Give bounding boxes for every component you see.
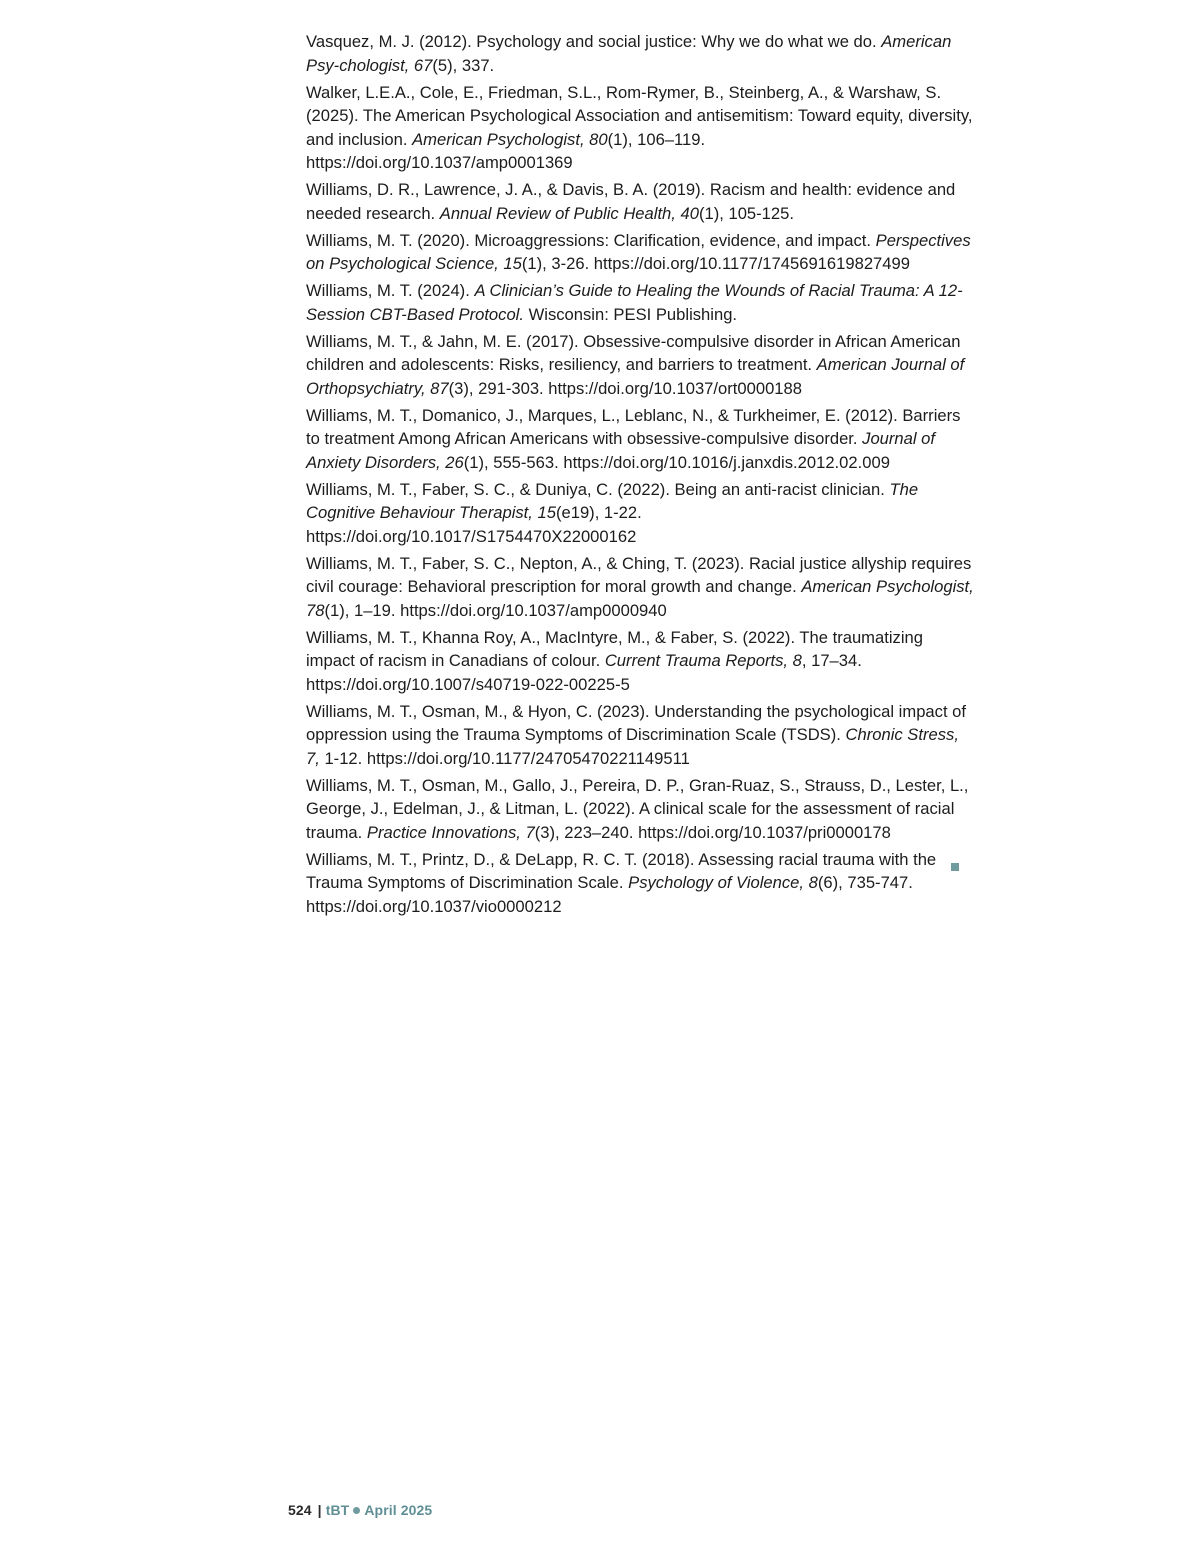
reference-entry <box>306 330 976 401</box>
reference-entry <box>306 700 976 771</box>
reference-text: (1), 106–119. https://doi.org/10.1037/amp0001369 <box>306 129 706 172</box>
reference-text: (1), 1–19. https://doi.org/10.1037/amp0000940 <box>324 600 667 620</box>
reference-source-italic: Practice Innovations, 7 <box>366 822 535 842</box>
reference-text: Williams, M. T., Faber, S. C., Nepton, A., & Ching, T. (2023). Racial justice allyship requires civil courage: Behavioral prescription for moral growth and change. <box>306 553 972 596</box>
reference-text: Wisconsin: PESI Publishing. <box>523 304 738 324</box>
page-footer <box>288 1502 432 1518</box>
reference-text: Williams, M. T. (2024). <box>306 281 475 300</box>
reference-text: Williams, M. T., Khanna Roy, A., MacIntyre, M., & Faber, S. (2022). The traumatizing impact of racism in Canadians of colour. <box>306 627 923 670</box>
reference-text: (5), 337. <box>432 55 495 75</box>
reference-list <box>306 30 976 922</box>
reference-entry <box>306 229 976 276</box>
reference-entry <box>306 30 976 77</box>
reference-source-italic: Chronic Stress, 7, <box>306 725 959 768</box>
reference-entry <box>306 552 976 623</box>
reference-text: Williams, D. R., Lawrence, J. A., & Davis, B. A. (2019). Racism and health: evidence and needed research. <box>306 180 956 223</box>
reference-source-italic: American Psychologist, 80 <box>412 129 608 149</box>
reference-source-italic: American Journal of Orthopsychiatry, 87 <box>306 355 965 398</box>
journal-abbreviation: tBT <box>325 1502 350 1518</box>
reference-source-italic: American Psy-chologist, 67 <box>306 32 952 75</box>
reference-text: (1), 555-563. https://doi.org/10.1016/j.janxdis.2012.02.009 <box>463 452 890 472</box>
reference-text: (3), 291-303. https://doi.org/10.1037/ort0000188 <box>448 378 802 398</box>
reference-source-italic: Journal of Anxiety Disorders, 26 <box>306 429 936 472</box>
reference-text: Williams, M. T., & Jahn, M. E. (2017). Obsessive-compulsive disorder in African American children and adolescents: Risks, resiliency, and barriers to treatment. <box>306 331 961 374</box>
reference-text: Williams, M. T., Osman, M., & Hyon, C. (2023). Understanding the psychological impact of oppression using the Trauma Symptoms of Discrimination Scale (TSDS). <box>306 701 967 744</box>
reference-entry <box>306 81 976 175</box>
reference-source-italic: The Cognitive Behaviour Therapist, 15 <box>306 479 919 522</box>
reference-source-italic: A Clinician’s Guide to Healing the Wounds of Racial Trauma: A 12-Session CBT-Based Protocol. <box>306 281 963 324</box>
reference-entry <box>306 848 976 919</box>
footer-separator: | <box>317 1502 322 1518</box>
reference-entry <box>306 279 976 326</box>
page-number: 524 <box>288 1502 312 1518</box>
reference-entry <box>306 178 976 225</box>
issue-date: April 2025 <box>364 1502 433 1518</box>
reference-source-italic: Current Trauma Reports, 8 <box>604 651 802 670</box>
reference-source-italic: American Psychologist, 78 <box>306 577 974 620</box>
reference-entry <box>306 774 976 845</box>
reference-text: (e19), 1-22. https://doi.org/10.1017/S1754470X22000162 <box>306 503 642 546</box>
reference-text: Williams, M. T. (2020). Microaggressions: Clarification, evidence, and impact. <box>306 230 876 250</box>
bullet-dot-icon <box>353 1507 360 1514</box>
reference-text: Vasquez, M. J. (2012). Psychology and social justice: Why we do what we do. <box>306 32 882 51</box>
reference-text: (3), 223–240. https://doi.org/10.1037/pri0000178 <box>534 822 891 842</box>
reference-source-italic: Psychology of Violence, 8 <box>628 873 818 892</box>
reference-text: 1-12. https://doi.org/10.1177/24705470221149511 <box>319 748 690 768</box>
reference-entry <box>306 404 976 475</box>
reference-text: Williams, M. T., Domanico, J., Marques, L., Leblanc, N., & Turkheimer, E. (2012). Barriers to treatment Among African Americans with obsessive-compulsive disorder. <box>306 405 961 448</box>
reference-text: , 17–34. https://doi.org/10.1007/s40719-022-00225-5 <box>306 651 862 694</box>
reference-source-italic: Annual Review of Public Health, 40 <box>439 203 699 223</box>
reference-text: Williams, M. T., Printz, D., & DeLapp, R. C. T. (2018). Assessing racial trauma with the Trauma Symptoms of Discrimination Scale. <box>306 849 937 892</box>
reference-entry <box>306 478 976 549</box>
reference-source-italic: Perspectives on Psychological Science, 15 <box>306 230 971 273</box>
end-of-article-mark <box>951 863 959 871</box>
reference-text: Williams, M. T., Osman, M., Gallo, J., Pereira, D. P., Gran-Ruaz, S., Strauss, D., Lester, L., George, J., Edelman, J., & Litman, L. (2022). A clinical scale for the assessment of racial trauma. <box>306 775 969 842</box>
reference-text: (1), 3-26. https://doi.org/10.1177/1745691619827499 <box>521 254 910 273</box>
reference-entry <box>306 626 976 697</box>
reference-text: Williams, M. T., Faber, S. C., & Duniya, C. (2022). Being an anti-racist clinician. <box>306 479 890 499</box>
reference-text: Walker, L.E.A., Cole, E., Friedman, S.L., Rom-Rymer, B., Steinberg, A., & Warshaw, S. (2025). The American Psychological Association and antisemitism: Toward equity, diversity, and inclusion. <box>306 82 973 149</box>
reference-text: (1), 105-125. <box>698 203 794 223</box>
reference-text: (6), 735-747. https://doi.org/10.1037/vio0000212 <box>306 873 913 916</box>
